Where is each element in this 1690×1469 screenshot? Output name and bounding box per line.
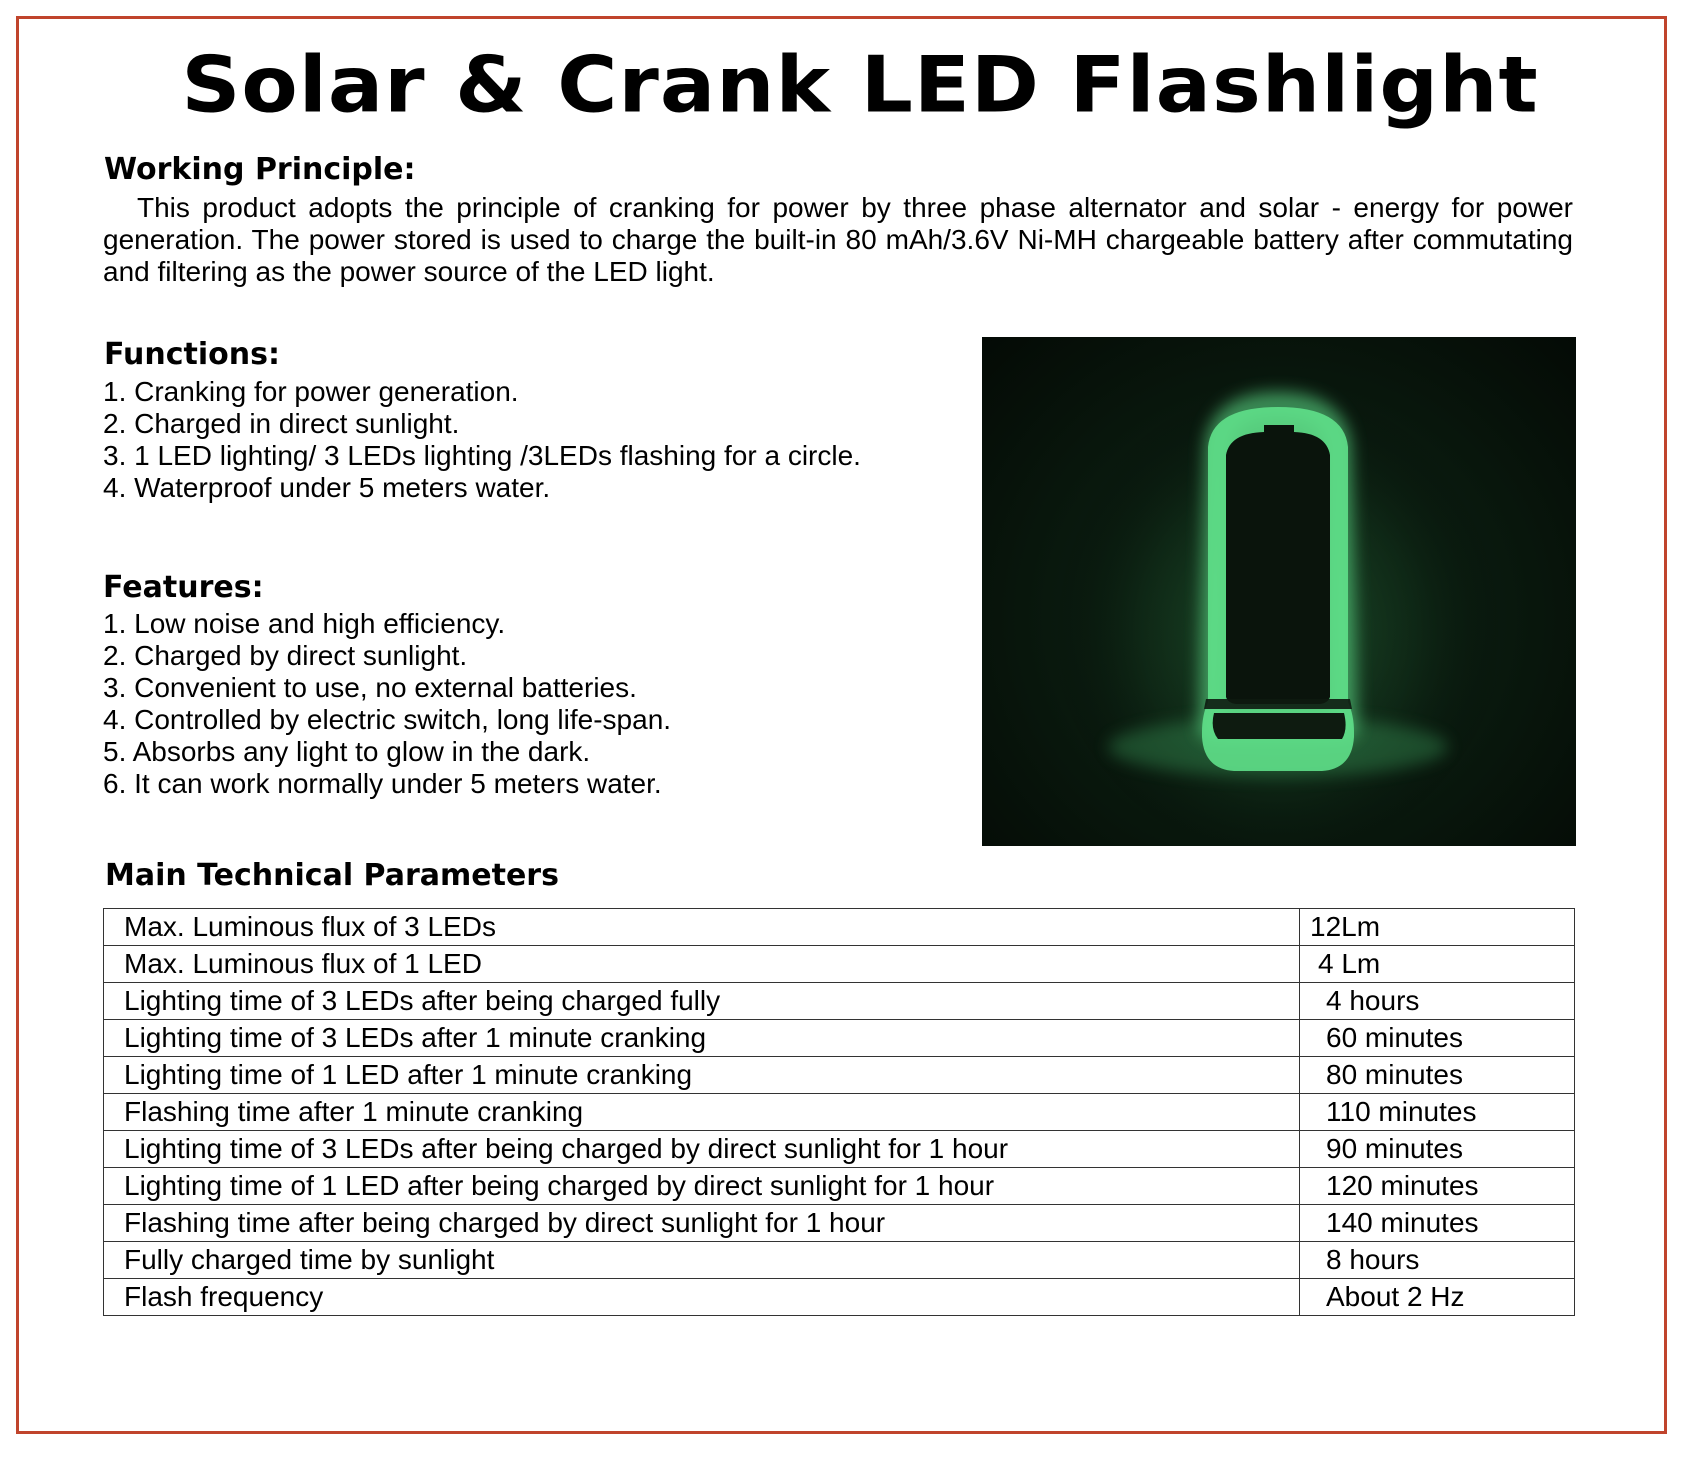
functions-heading: Functions: [104, 337, 280, 372]
param-label: Fully charged time by sunlight [104, 1242, 1300, 1279]
param-value: About 2 Hz [1300, 1279, 1575, 1316]
param-value: 110 minutes [1300, 1094, 1575, 1131]
table-row [104, 1131, 1575, 1168]
list-item: 4. Controlled by electric switch, long life-span. [103, 704, 672, 735]
param-label: Max. Luminous flux of 1 LED [104, 946, 1300, 983]
features-list [103, 608, 671, 800]
list-item: 2. Charged in direct sunlight. [103, 408, 460, 439]
working-principle-body: This product adopts the principle of cranking for power by three phase alternator and solar - energy for power generation. The power stored is used to charge the built-in 80 mAh/3.6V Ni-MH chargeable battery after commutating and filtering as the power source of the LED light. [103, 192, 1573, 287]
list-item: 3. Convenient to use, no external batteries. [103, 672, 637, 703]
functions-list [103, 376, 861, 504]
parameters-heading: Main Technical Parameters [105, 858, 559, 893]
table-row [104, 1057, 1575, 1094]
param-value: 120 minutes [1300, 1168, 1575, 1205]
param-label: Lighting time of 1 LED after being charged by direct sunlight for 1 hour [104, 1168, 1300, 1205]
list-item: 1. Cranking for power generation. [103, 376, 519, 407]
param-value: 8 hours [1300, 1242, 1575, 1279]
table-row [104, 1020, 1575, 1057]
table-row [104, 1279, 1575, 1316]
flashlight-glow-photo [982, 337, 1576, 846]
table-row [104, 1168, 1575, 1205]
features-heading: Features: [103, 570, 264, 605]
param-value: 80 minutes [1300, 1057, 1575, 1094]
param-label: Max. Luminous flux of 3 LEDs [104, 909, 1300, 946]
param-value: 60 minutes [1300, 1020, 1575, 1057]
table-row [104, 1205, 1575, 1242]
working-principle-text [103, 192, 1573, 288]
list-item: 6. It can work normally under 5 meters water. [103, 768, 662, 799]
working-principle-heading: Working Principle: [104, 152, 416, 187]
param-label: Lighting time of 1 LED after 1 minute cranking [104, 1057, 1300, 1094]
param-label: Lighting time of 3 LEDs after 1 minute cranking [104, 1020, 1300, 1057]
table-row [104, 909, 1575, 946]
param-value: 4 hours [1300, 983, 1575, 1020]
table-row [104, 946, 1575, 983]
page-title: Solar & Crank LED Flashlight [181, 40, 1539, 131]
param-label: Flashing time after being charged by direct sunlight for 1 hour [104, 1205, 1300, 1242]
param-value: 4 Lm [1300, 946, 1575, 983]
list-item: 4. Waterproof under 5 meters water. [103, 472, 551, 503]
list-item: 3. 1 LED lighting/ 3 LEDs lighting /3LEDs flashing for a circle. [103, 440, 861, 471]
table-row [104, 983, 1575, 1020]
technical-parameters-table [103, 908, 1575, 1316]
param-value: 140 minutes [1300, 1205, 1575, 1242]
list-item: 5. Absorbs any light to glow in the dark. [103, 736, 591, 767]
list-item: 2. Charged by direct sunlight. [103, 640, 468, 671]
table-row [104, 1094, 1575, 1131]
param-label: Flash frequency [104, 1279, 1300, 1316]
table-row [104, 1242, 1575, 1279]
flashlight-illustration [982, 337, 1576, 846]
param-value: 12Lm [1300, 909, 1575, 946]
param-value: 90 minutes [1300, 1131, 1575, 1168]
param-label: Flashing time after 1 minute cranking [104, 1094, 1300, 1131]
param-label: Lighting time of 3 LEDs after being charged by direct sunlight for 1 hour [104, 1131, 1300, 1168]
list-item: 1. Low noise and high efficiency. [103, 608, 506, 639]
param-label: Lighting time of 3 LEDs after being charged fully [104, 983, 1300, 1020]
